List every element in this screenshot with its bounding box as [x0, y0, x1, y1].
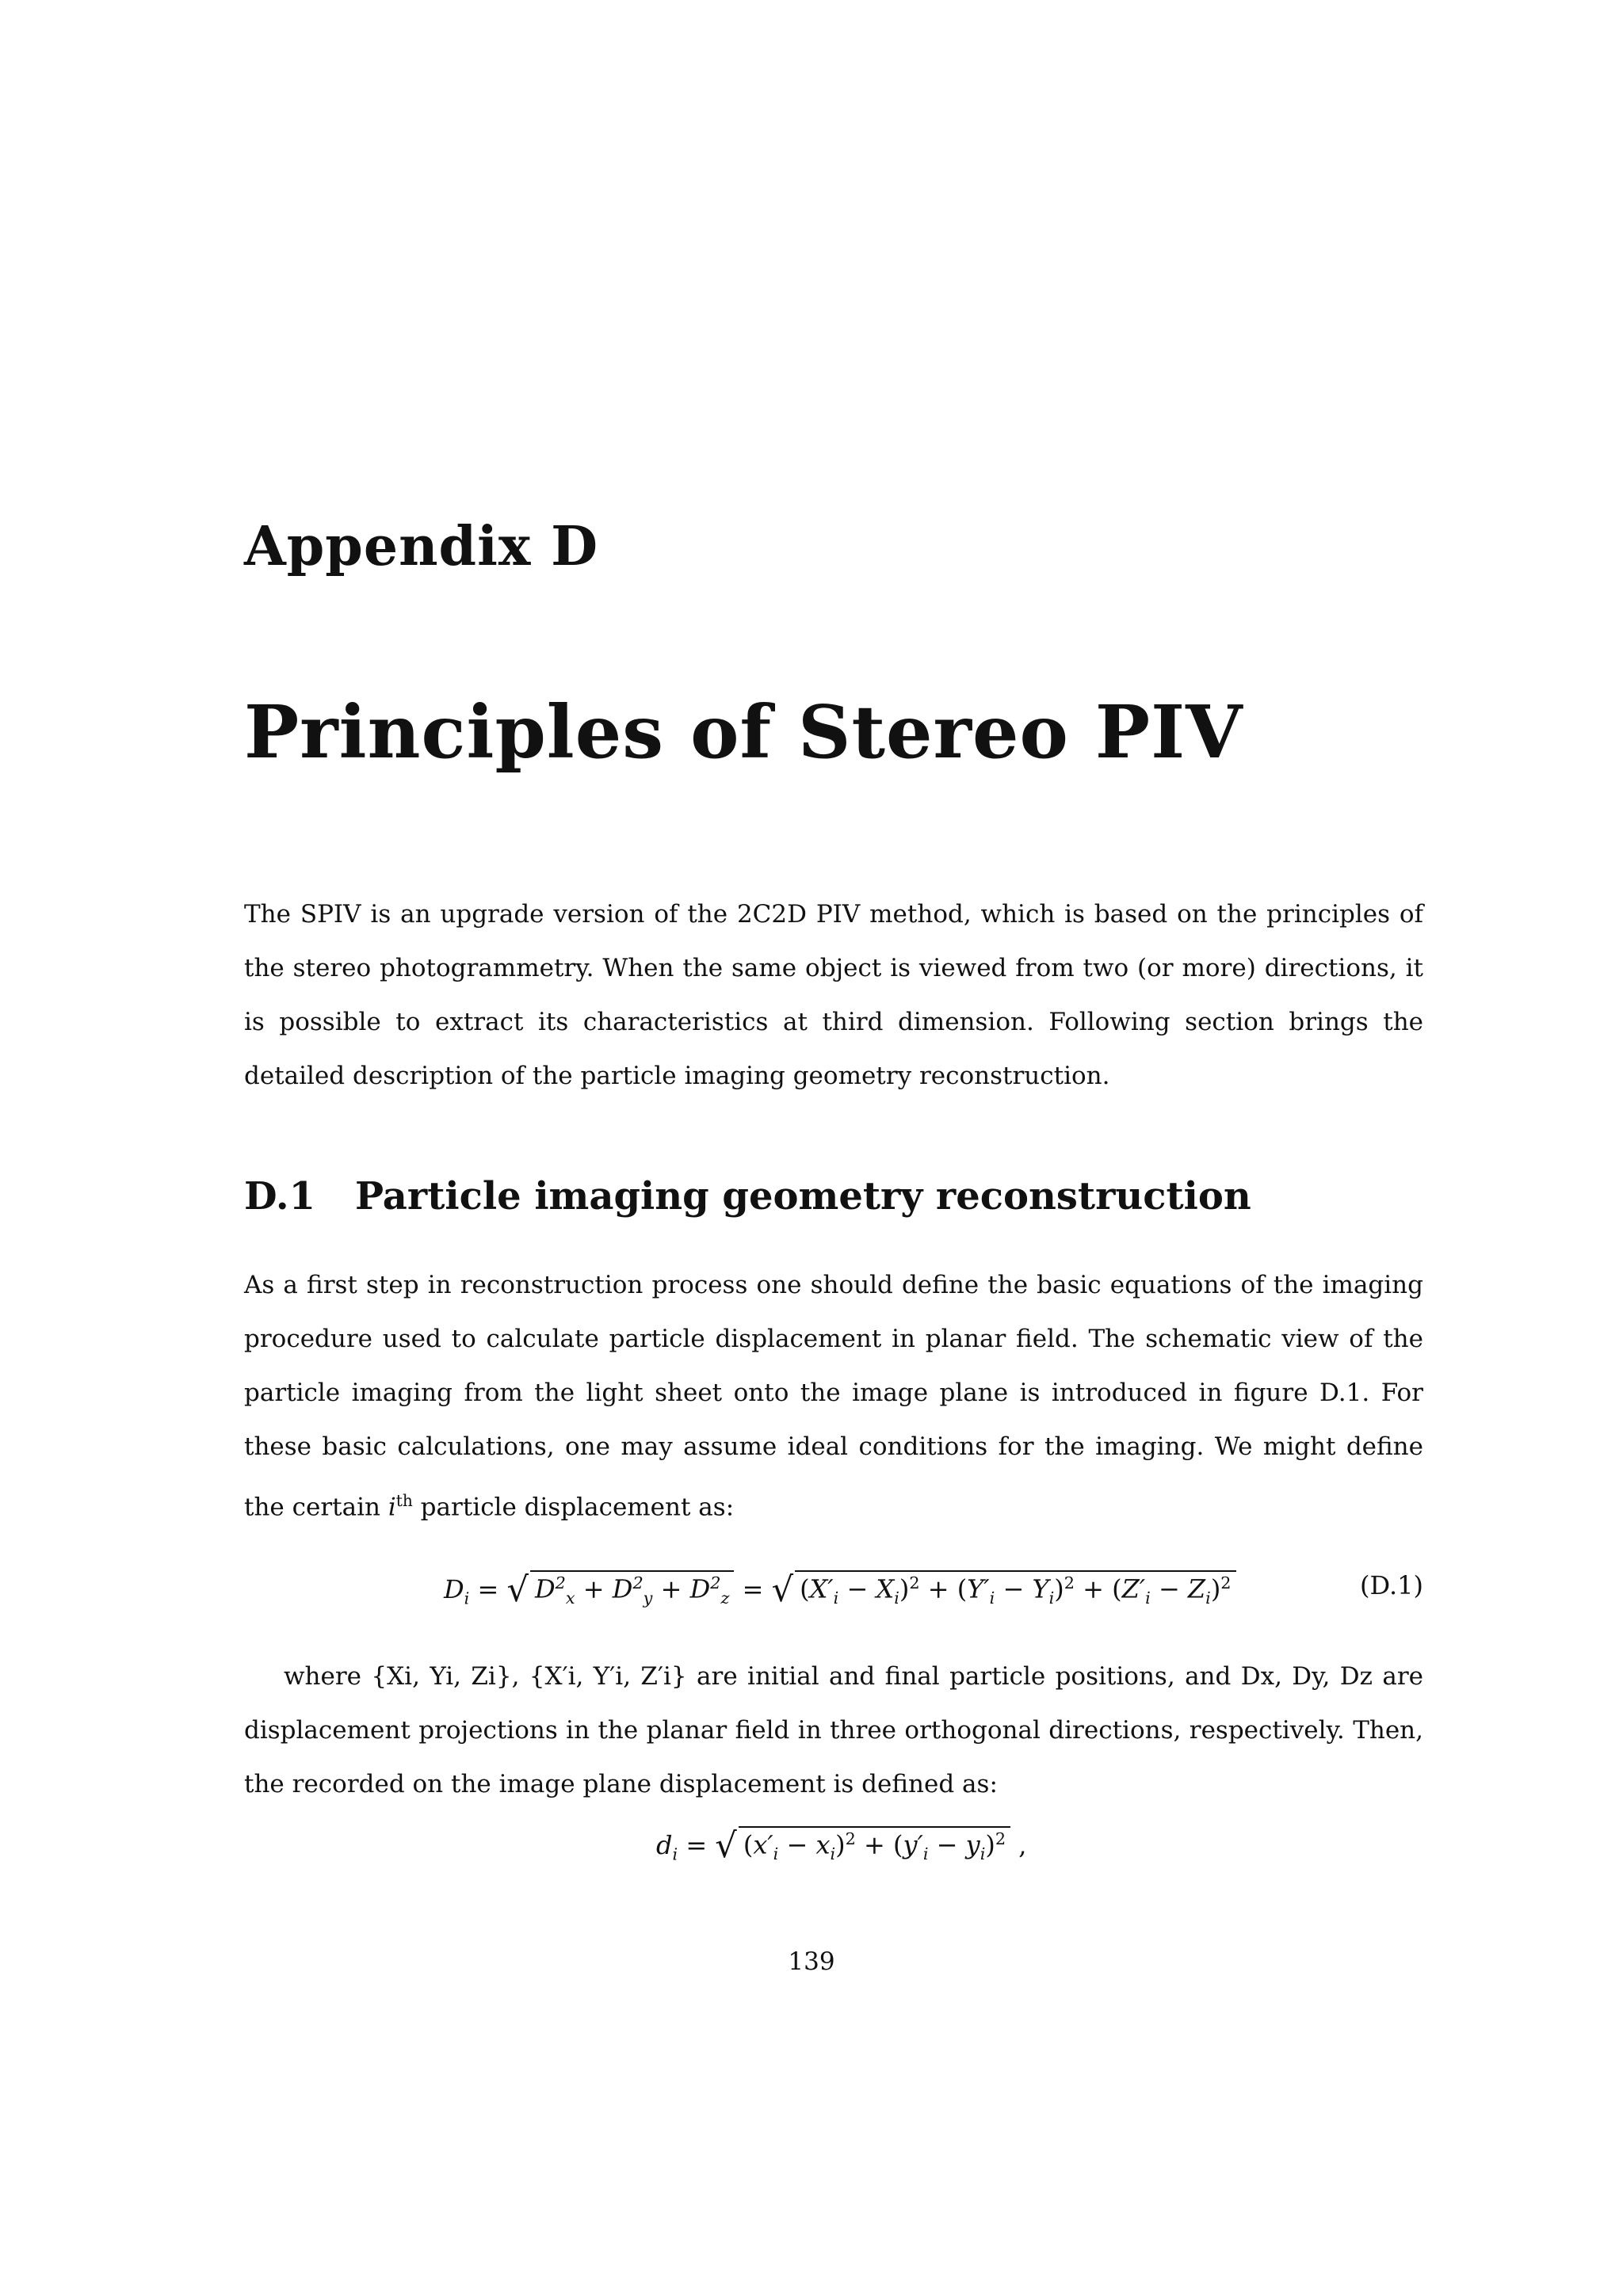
- intro-paragraph: The SPIV is an upgrade version of the 2C2D PIV method, which is based on the principles of the stereo photogrammetry. When the same object is viewed from two (or more) directions, it is possible to extract its characteristics at third dimension. Following section brings the detailed description of the particle imaging geometry reconstruction.: [244, 900, 1423, 1090]
- chapter-label: Appendix D: [244, 515, 599, 578]
- equation-d1-number: (D.1): [1359, 1570, 1423, 1600]
- section-title: Particle imaging geometry reconstruction: [355, 1174, 1251, 1219]
- page-number: 139: [788, 1947, 835, 1976]
- paragraph-1-sup: th: [395, 1491, 413, 1510]
- chapter-title: Principles of Stereo PIV: [244, 689, 1243, 775]
- paragraph-2: where {Xi, Yi, Zi}, {X′i, Y′i, Z′i} are initial and final particle positions, and Dx, Dy, Dz are displacement projections in the planar field in three orthogonal directions, respectively. Then, the recorded on the image plane displacement is defined as:: [244, 1662, 1423, 1798]
- equation-image-displacement-body: $d_i$ = √ $(x'_i - x_i)^2 + (y'_i - y_i)^2$ ,: [656, 1826, 1027, 1866]
- section-number: D.1: [244, 1174, 316, 1219]
- paragraph-1-math: i: [388, 1493, 396, 1522]
- paragraph-1-before: As a first step in reconstruction process one should define the basic equations of the imaging procedure used to calculate particle displacement in planar field. The schematic view of the particle imaging from the light sheet onto the image plane is introduced in figure D.1. For these basic calculations, one may assume ideal conditions for the imaging. We might define the certain: [244, 1271, 1423, 1522]
- equation-image-displacement: [244, 1826, 1423, 1882]
- equation-d1: [244, 1570, 1423, 1626]
- section-heading: [244, 1174, 1251, 1219]
- equation-d1-body: $D_i$ = √ $D^2_x + D^2_y + D^2_z$ = √ $(X'_i - X_i)^2 + (Y'_i - Y_i)^2 + (Z'_i - Z_i)^2$: [444, 1570, 1236, 1610]
- paragraph-1: [244, 1258, 1423, 1534]
- paragraph-1-after: particle displacement as:: [412, 1493, 735, 1522]
